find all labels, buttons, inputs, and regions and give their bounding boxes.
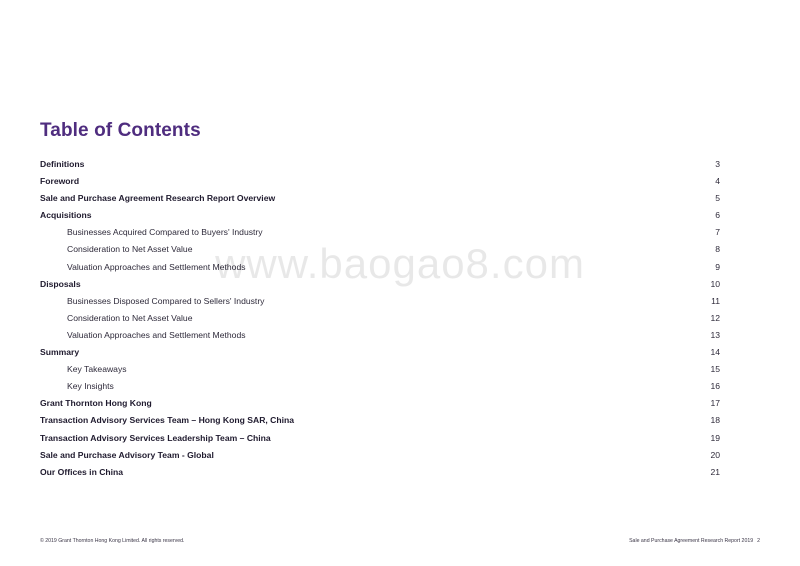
page-title: Table of Contents bbox=[40, 120, 201, 141]
table-of-contents bbox=[40, 156, 724, 481]
toc-entry-label: Consideration to Net Asset Value bbox=[67, 244, 193, 255]
toc-subentry[interactable] bbox=[40, 361, 724, 378]
toc-entry-page-number: 3 bbox=[715, 159, 720, 169]
toc-entry[interactable] bbox=[40, 207, 724, 224]
toc-subentry[interactable] bbox=[40, 378, 724, 395]
toc-entry-label: Valuation Approaches and Settlement Methods bbox=[67, 329, 246, 340]
toc-subentry[interactable] bbox=[40, 310, 724, 327]
toc-entry[interactable] bbox=[40, 412, 724, 429]
toc-entry-label: Transaction Advisory Services Leadership Team – China bbox=[40, 432, 271, 443]
toc-entry-label: Sale and Purchase Agreement Research Report Overview bbox=[40, 193, 276, 204]
toc-entry-label: Transaction Advisory Services Team – Hong Kong SAR, China bbox=[40, 415, 295, 426]
toc-entry-page-number: 8 bbox=[715, 244, 720, 255]
toc-entry-page-number: 5 bbox=[715, 193, 720, 204]
toc-subentry[interactable] bbox=[40, 224, 724, 241]
toc-entry-page-number: 16 bbox=[710, 381, 720, 392]
toc-entry[interactable] bbox=[40, 173, 724, 190]
toc-entry-page-number: 20 bbox=[710, 449, 720, 460]
toc-subentry[interactable] bbox=[40, 293, 724, 310]
toc-subentry[interactable] bbox=[40, 241, 724, 258]
toc-entry-page-number: 18 bbox=[710, 415, 720, 426]
toc-entry-label: Key Takeaways bbox=[67, 364, 127, 375]
toc-entry-label: Businesses Disposed Compared to Sellers' Industry bbox=[67, 295, 265, 306]
toc-entry-page-number: 9 bbox=[715, 261, 720, 272]
footer-page-number: 2 bbox=[757, 538, 760, 544]
toc-entry-page-number: 6 bbox=[715, 210, 720, 221]
toc-entry-label: Foreword bbox=[40, 176, 80, 187]
toc-entry-label: Consideration to Net Asset Value bbox=[67, 312, 193, 323]
toc-entry-label: Businesses Acquired Compared to Buyers' Industry bbox=[67, 227, 263, 238]
toc-entry-page-number: 12 bbox=[710, 312, 720, 323]
toc-entry-label: Valuation Approaches and Settlement Methods bbox=[67, 261, 246, 272]
toc-entry-label: Grant Thornton Hong Kong bbox=[40, 398, 152, 409]
toc-entry[interactable] bbox=[40, 156, 724, 173]
toc-entry-label: Disposals bbox=[40, 278, 81, 289]
toc-entry-page-number: 10 bbox=[710, 278, 720, 289]
toc-entry-page-number: 15 bbox=[710, 364, 720, 375]
toc-entry-page-number: 13 bbox=[710, 329, 720, 340]
toc-entry[interactable] bbox=[40, 447, 724, 464]
watermark: www.baogao8.com bbox=[215, 240, 585, 287]
toc-entry-page-number: 11 bbox=[711, 295, 720, 306]
toc-entry[interactable] bbox=[40, 464, 724, 481]
toc-entry-label: Sale and Purchase Advisory Team - Global bbox=[40, 449, 214, 460]
toc-entry-page-number: 14 bbox=[710, 347, 720, 358]
toc-entry-label: Acquisitions bbox=[40, 210, 92, 221]
toc-entry-label: Key Insights bbox=[67, 381, 114, 392]
footer-report-info bbox=[629, 538, 760, 544]
footer-report-name: Sale and Purchase Agreement Research Report 2019 bbox=[629, 538, 754, 544]
toc-entry-page-number: 7 bbox=[715, 227, 720, 238]
toc-entry-page-number: 21 bbox=[710, 466, 720, 477]
toc-subentry[interactable] bbox=[40, 327, 724, 344]
toc-entry-label: Summary bbox=[40, 347, 80, 358]
footer-copyright: © 2019 Grant Thornton Hong Kong Limited. All rights reserved. bbox=[40, 538, 185, 544]
toc-entry-label: Definitions bbox=[40, 159, 85, 169]
toc-entry[interactable] bbox=[40, 344, 724, 361]
toc-entry[interactable] bbox=[40, 430, 724, 447]
toc-subentry[interactable] bbox=[40, 259, 724, 276]
toc-entry[interactable] bbox=[40, 276, 724, 293]
toc-entry-page-number: 19 bbox=[710, 432, 720, 443]
toc-entry-label: Our Offices in China bbox=[40, 466, 124, 477]
toc-entry-page-number: 4 bbox=[715, 176, 720, 187]
toc-entry[interactable] bbox=[40, 395, 724, 412]
toc-entry-page-number: 17 bbox=[710, 398, 720, 409]
toc-entry[interactable] bbox=[40, 190, 724, 207]
